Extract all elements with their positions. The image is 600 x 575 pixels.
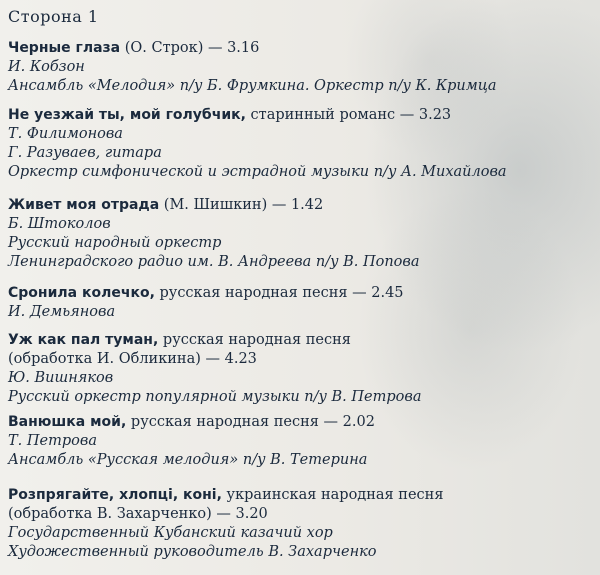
track-6 bbox=[8, 413, 596, 470]
performer: И. Демьянова bbox=[8, 304, 116, 320]
track-3 bbox=[8, 196, 596, 272]
performer: Русский народный оркестр bbox=[8, 235, 222, 251]
performer: Оркестр симфонической и эстрадной музыки п/у А. Михайлова bbox=[8, 164, 507, 180]
track-title: Розпрягайте, хлопці, коні, bbox=[8, 487, 222, 503]
track-title: Не уезжай ты, мой голубчик, bbox=[8, 107, 246, 123]
performer: И. Кобзон bbox=[8, 59, 85, 75]
performer: Ансамбль «Мелодия» п/у Б. Фрумкина. Оркестр п/у К. Кримца bbox=[8, 78, 497, 94]
performer: Ансамбль «Русская мелодия» п/у В. Тетерина bbox=[8, 452, 368, 468]
track-details: (О. Строк) — 3.16 bbox=[120, 40, 260, 56]
side-label: Сторона 1 bbox=[8, 7, 99, 26]
performer: Б. Штоколов bbox=[8, 216, 111, 232]
performer: Т. Филимонова bbox=[8, 126, 123, 142]
track-details: русская народная песня bbox=[158, 332, 351, 348]
track-details: старинный романс — 3.23 bbox=[245, 107, 452, 123]
track-title: Живет моя отрада bbox=[8, 197, 160, 213]
track-7 bbox=[8, 486, 596, 562]
performer: Государственный Кубанский казачий хор bbox=[8, 525, 333, 541]
performer: Русский оркестр популярной музыки п/у В. Петрова bbox=[8, 389, 422, 405]
track-title: Сронила колечко, bbox=[8, 285, 155, 301]
performer: Ленинградского радио им. В. Андреева п/у В. Попова bbox=[8, 254, 420, 270]
track-title: Ванюшка мой, bbox=[8, 414, 127, 430]
performer: Ю. Вишняков bbox=[8, 370, 114, 386]
track-1 bbox=[8, 39, 596, 96]
performer: Т. Петрова bbox=[8, 433, 97, 449]
track-5 bbox=[8, 331, 596, 407]
performer: Художественный руководитель В. Захарченко bbox=[8, 544, 377, 560]
track-2 bbox=[8, 106, 596, 182]
track-4 bbox=[8, 284, 596, 322]
track-arrangement: (обработка В. Захарченко) — 3.20 bbox=[8, 506, 268, 522]
track-arrangement: (обработка И. Обликина) — 4.23 bbox=[8, 351, 257, 367]
track-details: (М. Шишкин) — 1.42 bbox=[159, 197, 324, 213]
track-title: Черные глаза bbox=[8, 40, 121, 56]
performer: Г. Разуваев, гитара bbox=[8, 145, 162, 161]
track-details: русская народная песня — 2.02 bbox=[126, 414, 375, 430]
track-title: Уж как пал туман, bbox=[8, 332, 159, 348]
track-details: украинская народная песня bbox=[221, 487, 444, 503]
track-details: русская народная песня — 2.45 bbox=[154, 285, 404, 301]
